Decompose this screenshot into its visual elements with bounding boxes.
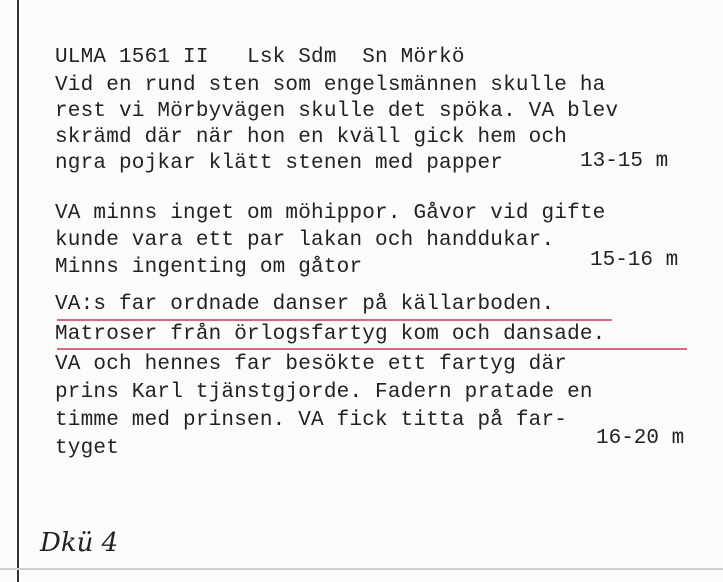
paragraph1-line-4: ngra pojkar klätt stenen med papper: [55, 152, 504, 175]
paragraph2-line-1: VA minns inget om möhippor. Gåvor vid gifte: [55, 202, 606, 225]
paragraph2-reference: 15-16 m: [590, 249, 679, 272]
paragraph3-line-6: tyget: [55, 437, 120, 460]
paragraph2-line-3: Minns ingenting om gåtor: [55, 256, 363, 279]
handwritten-signature: Dkü 4: [40, 528, 119, 558]
paragraph3-line-4: prins Karl tjänstgjorde. Fadern pratade en: [55, 381, 593, 404]
paragraph3-line-2: Matroser från örlogsfartyg kom och dansade.: [55, 323, 606, 346]
paragraph3-line-3: VA och hennes far besökte ett fartyg där: [55, 353, 568, 376]
paragraph1-line-1: Vid en rund sten som engelsmännen skulle ha: [55, 74, 606, 97]
underline-1: [57, 319, 612, 321]
paragraph3-reference: 16-20 m: [596, 427, 685, 450]
paragraph3-line-5: timme med prinsen. VA fick titta på far-: [55, 409, 568, 432]
paragraph1-reference: 13-15 m: [580, 150, 669, 173]
underline-2: [57, 348, 687, 350]
paragraph1-line-2: rest vi Mörbyvägen skulle det spöka. VA blev: [55, 100, 619, 123]
paragraph1-line-3: skrämd där när hon en kväll gick hem och: [55, 126, 568, 149]
card-header: ULMA 1561 II Lsk Sdm Sn Mörkö: [55, 46, 465, 69]
paragraph2-line-2: kunde vara ett par lakan och handdukar.: [55, 229, 555, 252]
card-left-edge: [17, 0, 19, 582]
paragraph3-line-1: VA:s far ordnade danser på källarboden.: [55, 293, 555, 316]
card-bottom-edge: [0, 568, 723, 570]
